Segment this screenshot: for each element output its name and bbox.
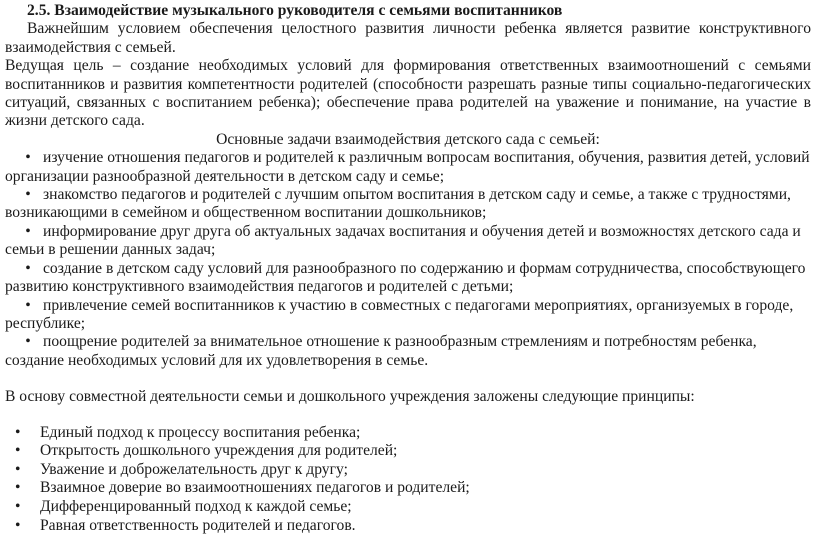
bullet-icon: • bbox=[17, 223, 39, 241]
principle-item bbox=[5, 517, 811, 535]
bullet-icon: • bbox=[15, 461, 20, 480]
principle-item bbox=[5, 498, 811, 517]
spacer bbox=[5, 407, 811, 424]
bullet-icon: • bbox=[15, 479, 20, 498]
principles-list bbox=[5, 424, 811, 535]
task-item bbox=[5, 186, 811, 223]
task-text: создание в детском саду условий для разнообразного по содержанию и формам сотрудничества, способствующего развитию конструктивного взаимодействия педагогов и родителей с детьми; bbox=[5, 260, 805, 295]
task-item bbox=[5, 223, 811, 260]
bullet-icon: • bbox=[17, 333, 39, 351]
task-text: привлечение семей воспитанников к участию в совместных с педагогами мероприятиях, организуемых в городе, республике; bbox=[5, 297, 793, 332]
principle-text: Дифференцированный подход к каждой семье; bbox=[40, 498, 352, 515]
task-text: знакомство педагогов и родителей с лучшим опытом воспитания в детском саду и семье, а также с трудностями, возникающими в семейном и общественном воспитании дошкольников; bbox=[5, 186, 791, 221]
task-text: поощрение родителей за внимательное отношение к разнообразным стремлениям и потребностям ребенка, создание необходимых условий для их удовлетворения в семье. bbox=[5, 333, 757, 368]
principle-text: Взаимное доверие во взаимоотношениях педагогов и родителей; bbox=[40, 479, 470, 496]
principle-text: Единый подход к процессу воспитания ребенка; bbox=[40, 424, 360, 441]
bullet-icon: • bbox=[15, 424, 20, 443]
principle-item bbox=[5, 442, 811, 461]
principles-heading: В основу совместной деятельности семьи и дошкольного учреждения заложены следующие принципы: bbox=[5, 388, 811, 406]
bullet-icon: • bbox=[17, 149, 39, 167]
principle-text: Равная ответственность родителей и педагогов. bbox=[40, 517, 356, 534]
bullet-icon: • bbox=[15, 442, 20, 461]
goal-paragraph: Ведущая цель – создание необходимых условий для формирования ответственных взаимоотношений с семьями воспитанников и развития компетентности родителей (способности разрешать разные типы социально-педагогических ситуаций, связанных с воспитанием ребенка); обеспечение права родителей на уважение и понимание, на участие в жизни детского сада. bbox=[5, 57, 811, 131]
principle-item bbox=[5, 479, 811, 498]
bullet-icon: • bbox=[17, 260, 39, 278]
tasks-heading: Основные задачи взаимодействия детского сада с семьей: bbox=[5, 131, 811, 149]
task-item bbox=[5, 149, 811, 186]
bullet-icon: • bbox=[17, 297, 39, 315]
principle-item bbox=[5, 461, 811, 480]
task-text: изучение отношения педагогов и родителей к различным вопросам воспитания, обучения, развития детей, условий организации разнообразной деятельности в детском саду и семье; bbox=[5, 149, 810, 184]
principle-item bbox=[5, 424, 811, 443]
bullet-icon: • bbox=[17, 186, 39, 204]
document-page bbox=[5, 0, 811, 535]
task-item bbox=[5, 297, 811, 334]
spacer bbox=[5, 370, 811, 388]
intro-paragraph: Важнейшим условием обеспечения целостного развития личности ребенка является развитие конструктивного взаимодействия с семьей. bbox=[5, 20, 811, 57]
task-item bbox=[5, 333, 811, 370]
bullet-icon: • bbox=[15, 498, 20, 517]
principle-text: Открытость дошкольного учреждения для родителей; bbox=[40, 442, 397, 459]
task-item bbox=[5, 260, 811, 297]
section-title: 2.5. Взаимодействие музыкального руководителя с семьями воспитанников bbox=[27, 2, 811, 20]
bullet-icon: • bbox=[15, 517, 20, 535]
principle-text: Уважение и доброжелательность друг к другу; bbox=[40, 461, 348, 478]
task-text: информирование друг друга об актуальных задачах воспитания и обучения детей и возможностях детского сада и семьи в решении данных задач; bbox=[5, 223, 801, 258]
